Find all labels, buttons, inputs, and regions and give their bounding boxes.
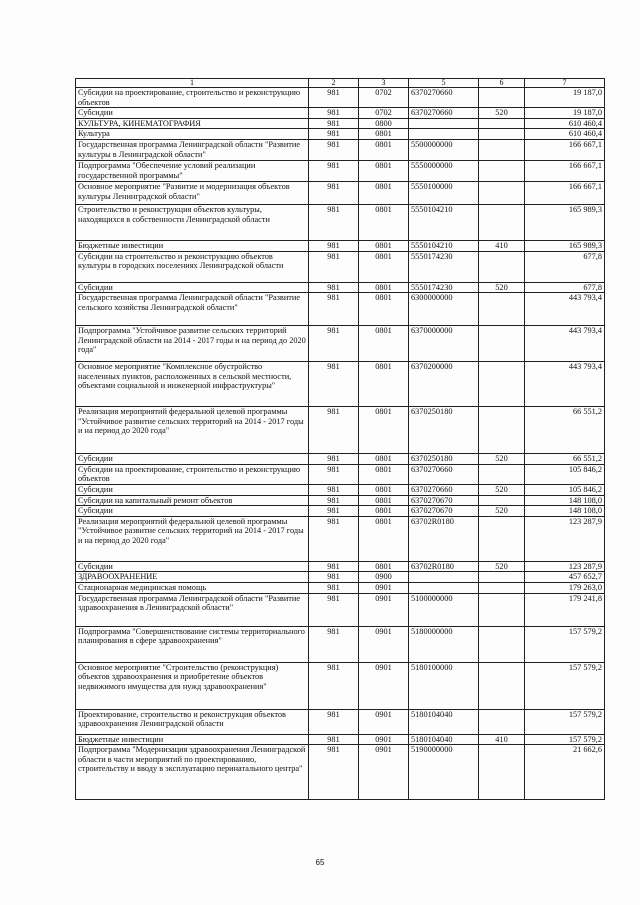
section-code-cell: 0801 (359, 293, 409, 326)
ved-code-cell: 981 (309, 282, 359, 293)
amount-cell: 105 846,2 (525, 464, 605, 484)
ved-code-cell: 981 (309, 160, 359, 181)
amount-cell: 105 846,2 (525, 484, 605, 495)
expense-type-cell (479, 582, 525, 593)
target-article-cell: 6370270670 (409, 495, 479, 506)
target-article-cell: 6370250180 (409, 407, 479, 454)
section-code-cell: 0801 (359, 139, 409, 160)
amount-cell: 123 287,9 (525, 561, 605, 572)
expense-type-cell (479, 160, 525, 181)
table-row (76, 88, 605, 108)
expense-type-cell: 520 (479, 282, 525, 293)
target-article-cell: 5550100000 (409, 181, 479, 204)
row-name-cell: Субсидии на капитальный ремонт объектов (76, 495, 309, 506)
row-name-cell: Реализация мероприятий федеральной целевой программы "Устойчивое развитие сельских территорий на 2014 - 2017 годы и на период до 2020 года" (76, 516, 309, 561)
target-article-cell: 6370200000 (409, 362, 479, 407)
table-row (76, 516, 605, 561)
row-name-cell: Строительство и реконструкция объектов культуры, находящихся в собственности Ленинградской области (76, 204, 309, 240)
target-article-cell: 63702R0180 (409, 516, 479, 561)
expense-type-cell (479, 251, 525, 282)
row-name-cell: Основное мероприятие "Строительство (реконструкция) объектов здравоохранения и приобретение объектов недвижимого имущества для нужд здравоохранения" (76, 662, 309, 709)
expense-type-cell (479, 118, 525, 129)
expense-type-cell (479, 88, 525, 108)
amount-cell: 19 187,0 (525, 88, 605, 108)
section-code-cell: 0901 (359, 626, 409, 662)
amount-cell: 443 793,4 (525, 293, 605, 326)
target-article-cell: 5180104040 (409, 734, 479, 745)
expense-type-cell: 520 (479, 561, 525, 572)
target-article-cell: 6370270670 (409, 506, 479, 517)
amount-cell: 66 551,2 (525, 407, 605, 454)
section-code-cell: 0801 (359, 561, 409, 572)
table-body (76, 88, 605, 800)
section-code-cell: 0801 (359, 204, 409, 240)
expense-type-cell (479, 362, 525, 407)
ved-code-cell: 981 (309, 118, 359, 129)
amount-cell: 457 652,7 (525, 572, 605, 583)
amount-cell: 66 551,2 (525, 454, 605, 465)
section-code-cell: 0801 (359, 181, 409, 204)
target-article-cell: 5550174230 (409, 251, 479, 282)
amount-cell: 157 579,2 (525, 709, 605, 734)
row-name-cell: Реализация мероприятий федеральной целевой программы "Устойчивое развитие сельских территорий на 2014 - 2017 годы и на период до 2020 года" (76, 407, 309, 454)
column-header: 2 (309, 79, 359, 88)
amount-cell: 179 263,0 (525, 582, 605, 593)
target-article-cell (409, 118, 479, 129)
target-article-cell: 5180104040 (409, 709, 479, 734)
table-row (76, 407, 605, 454)
row-name-cell: Субсидии (76, 484, 309, 495)
target-article-cell: 5500000000 (409, 139, 479, 160)
ved-code-cell: 981 (309, 561, 359, 572)
page-number: 65 (315, 858, 325, 867)
table-row (76, 734, 605, 745)
target-article-cell: 6370270660 (409, 88, 479, 108)
ved-code-cell: 981 (309, 484, 359, 495)
target-article-cell: 6300000000 (409, 293, 479, 326)
expense-type-cell (479, 464, 525, 484)
ved-code-cell: 981 (309, 407, 359, 454)
amount-cell: 165 989,3 (525, 204, 605, 240)
amount-cell: 123 287,9 (525, 516, 605, 561)
row-name-cell: Проектирование, строительство и реконструкция объектов здравоохранения Ленинградской области (76, 709, 309, 734)
expense-type-cell (479, 572, 525, 583)
section-code-cell: 0801 (359, 326, 409, 362)
column-header: 1 (76, 79, 309, 88)
table-row (76, 454, 605, 465)
section-code-cell: 0702 (359, 88, 409, 108)
target-article-cell (409, 572, 479, 583)
section-code-cell: 0702 (359, 108, 409, 119)
amount-cell: 19 187,0 (525, 108, 605, 119)
table-row (76, 464, 605, 484)
ved-code-cell: 981 (309, 108, 359, 119)
table-row (76, 662, 605, 709)
row-name-cell: Субсидии на проектирование, строительство и реконструкцию объектов (76, 464, 309, 484)
ved-code-cell: 981 (309, 506, 359, 517)
target-article-cell: 6370270660 (409, 108, 479, 119)
target-article-cell: 5100000000 (409, 593, 479, 626)
section-code-cell: 0901 (359, 734, 409, 745)
table-row (76, 139, 605, 160)
section-code-cell: 0801 (359, 282, 409, 293)
expense-type-cell (479, 204, 525, 240)
column-header: 7 (525, 79, 605, 88)
row-name-cell: Подпрограмма "Обеспечение условий реализации государственной программы" (76, 160, 309, 181)
row-name-cell: Культура (76, 129, 309, 140)
section-code-cell: 0801 (359, 484, 409, 495)
section-code-cell: 0900 (359, 572, 409, 583)
ved-code-cell: 981 (309, 495, 359, 506)
expense-type-cell (479, 516, 525, 561)
row-name-cell: Государственная программа Ленинградской области "Развитие здравоохранения в Ленинградской области" (76, 593, 309, 626)
ved-code-cell: 981 (309, 88, 359, 108)
amount-cell: 21 662,6 (525, 745, 605, 800)
target-article-cell: 5180000000 (409, 626, 479, 662)
table-row (76, 251, 605, 282)
ved-code-cell: 981 (309, 626, 359, 662)
table-row (76, 484, 605, 495)
section-code-cell: 0801 (359, 464, 409, 484)
table-row (76, 118, 605, 129)
ved-code-cell: 981 (309, 204, 359, 240)
section-code-cell: 0801 (359, 251, 409, 282)
section-code-cell: 0801 (359, 362, 409, 407)
target-article-cell: 5550000000 (409, 160, 479, 181)
ved-code-cell: 981 (309, 181, 359, 204)
column-header: 3 (359, 79, 409, 88)
row-name-cell: Подпрограмма "Совершенствование системы территориального планирования в сфере здравоохранения" (76, 626, 309, 662)
table-row (76, 204, 605, 240)
row-name-cell: Субсидии (76, 282, 309, 293)
table-header-row (76, 79, 605, 88)
target-article-cell: 63702R0180 (409, 561, 479, 572)
amount-cell: 166 667,1 (525, 181, 605, 204)
ved-code-cell: 981 (309, 240, 359, 251)
column-header: 6 (479, 79, 525, 88)
target-article-cell: 5550174230 (409, 282, 479, 293)
target-article-cell: 6370270660 (409, 464, 479, 484)
row-name-cell: КУЛЬТУРА, КИНЕМАТОГРАФИЯ (76, 118, 309, 129)
row-name-cell: Основное мероприятие "Развитие и модернизация объектов культуры Ленинградской области" (76, 181, 309, 204)
target-article-cell: 6370250180 (409, 454, 479, 465)
table-row (76, 293, 605, 326)
section-code-cell: 0901 (359, 662, 409, 709)
table-row (76, 506, 605, 517)
expense-type-cell (479, 326, 525, 362)
row-name-cell: Субсидии (76, 506, 309, 517)
target-article-cell (409, 129, 479, 140)
section-code-cell: 0801 (359, 129, 409, 140)
section-code-cell: 0801 (359, 516, 409, 561)
ved-code-cell: 981 (309, 139, 359, 160)
row-name-cell: Субсидии (76, 454, 309, 465)
table-row (76, 582, 605, 593)
table-row (76, 108, 605, 119)
amount-cell: 157 579,2 (525, 662, 605, 709)
ved-code-cell: 981 (309, 734, 359, 745)
amount-cell: 677,8 (525, 282, 605, 293)
expense-type-cell (479, 662, 525, 709)
section-code-cell: 0801 (359, 454, 409, 465)
ved-code-cell: 981 (309, 129, 359, 140)
expense-type-cell (479, 139, 525, 160)
table-row (76, 181, 605, 204)
target-article-cell: 5180100000 (409, 662, 479, 709)
table-row (76, 626, 605, 662)
section-code-cell: 0801 (359, 160, 409, 181)
section-code-cell: 0901 (359, 593, 409, 626)
table-row (76, 282, 605, 293)
row-name-cell: ЗДРАВООХРАНЕНИЕ (76, 572, 309, 583)
ved-code-cell: 981 (309, 251, 359, 282)
amount-cell: 157 579,2 (525, 734, 605, 745)
ved-code-cell: 981 (309, 464, 359, 484)
row-name-cell: Субсидии (76, 108, 309, 119)
amount-cell: 443 793,4 (525, 362, 605, 407)
section-code-cell: 0800 (359, 118, 409, 129)
table-row (76, 129, 605, 140)
table-row (76, 709, 605, 734)
amount-cell: 148 108,0 (525, 495, 605, 506)
expense-type-cell (479, 129, 525, 140)
amount-cell: 166 667,1 (525, 160, 605, 181)
ved-code-cell: 981 (309, 326, 359, 362)
expense-type-cell (479, 626, 525, 662)
expense-type-cell (479, 709, 525, 734)
table-row (76, 326, 605, 362)
expense-type-cell (479, 495, 525, 506)
expense-type-cell (479, 745, 525, 800)
section-code-cell: 0901 (359, 709, 409, 734)
table-row (76, 561, 605, 572)
amount-cell: 148 108,0 (525, 506, 605, 517)
section-code-cell: 0801 (359, 407, 409, 454)
target-article-cell: 6370270660 (409, 484, 479, 495)
target-article-cell: 5550104210 (409, 240, 479, 251)
expense-type-cell: 520 (479, 484, 525, 495)
expense-type-cell (479, 181, 525, 204)
amount-cell: 610 460,4 (525, 129, 605, 140)
ved-code-cell: 981 (309, 516, 359, 561)
ved-code-cell: 981 (309, 745, 359, 800)
section-code-cell: 0901 (359, 582, 409, 593)
target-article-cell: 5190000000 (409, 745, 479, 800)
table-row (76, 160, 605, 181)
ved-code-cell: 981 (309, 582, 359, 593)
amount-cell: 157 579,2 (525, 626, 605, 662)
expense-type-cell: 520 (479, 506, 525, 517)
table-row (76, 240, 605, 251)
section-code-cell: 0801 (359, 495, 409, 506)
column-header: 5 (409, 79, 479, 88)
expense-type-cell: 520 (479, 108, 525, 119)
ved-code-cell: 981 (309, 572, 359, 583)
budget-table (75, 78, 605, 800)
row-name-cell: Государственная программа Ленинградской области "Развитие культуры в Ленинградской области" (76, 139, 309, 160)
row-name-cell: Субсидии (76, 561, 309, 572)
expense-type-cell: 410 (479, 240, 525, 251)
section-code-cell: 0901 (359, 745, 409, 800)
ved-code-cell: 981 (309, 709, 359, 734)
row-name-cell: Государственная программа Ленинградской области "Развитие сельского хозяйства Ленинградской области" (76, 293, 309, 326)
table-row (76, 745, 605, 800)
row-name-cell: Бюджетные инвестиции (76, 734, 309, 745)
ved-code-cell: 981 (309, 454, 359, 465)
ved-code-cell: 981 (309, 362, 359, 407)
table-row (76, 593, 605, 626)
expense-type-cell (479, 407, 525, 454)
row-name-cell: Подпрограмма "Устойчивое развитие сельских территорий Ленинградской области на 2014 - 2017 годы и на период до 2020 года" (76, 326, 309, 362)
amount-cell: 610 460,4 (525, 118, 605, 129)
amount-cell: 166 667,1 (525, 139, 605, 160)
table-row (76, 495, 605, 506)
amount-cell: 443 793,4 (525, 326, 605, 362)
target-article-cell: 6370000000 (409, 326, 479, 362)
section-code-cell: 0801 (359, 240, 409, 251)
ved-code-cell: 981 (309, 662, 359, 709)
row-name-cell: Стационарная медицинская помощь (76, 582, 309, 593)
amount-cell: 677,8 (525, 251, 605, 282)
expense-type-cell (479, 593, 525, 626)
ved-code-cell: 981 (309, 293, 359, 326)
ved-code-cell: 981 (309, 593, 359, 626)
target-article-cell (409, 582, 479, 593)
row-name-cell: Подпрограмма "Модернизация здравоохранения Ленинградской области в части мероприятий по проектированию, строительству и вводу в эксплуатацию перинатального центра" (76, 745, 309, 800)
amount-cell: 165 989,3 (525, 240, 605, 251)
row-name-cell: Субсидии на строительство и реконструкцию объектов культуры в городских поселениях Ленинградской области (76, 251, 309, 282)
row-name-cell: Субсидии на проектирование, строительство и реконструкцию объектов (76, 88, 309, 108)
row-name-cell: Основное мероприятие "Комплексное обустройство населенных пунктов, расположенных в сельской местности, объектами социальной и инженерной инфраструктуры" (76, 362, 309, 407)
table-row (76, 362, 605, 407)
section-code-cell: 0801 (359, 506, 409, 517)
expense-type-cell: 520 (479, 454, 525, 465)
expense-type-cell: 410 (479, 734, 525, 745)
target-article-cell: 5550104210 (409, 204, 479, 240)
expense-type-cell (479, 293, 525, 326)
table-row (76, 572, 605, 583)
amount-cell: 179 241,8 (525, 593, 605, 626)
row-name-cell: Бюджетные инвестиции (76, 240, 309, 251)
